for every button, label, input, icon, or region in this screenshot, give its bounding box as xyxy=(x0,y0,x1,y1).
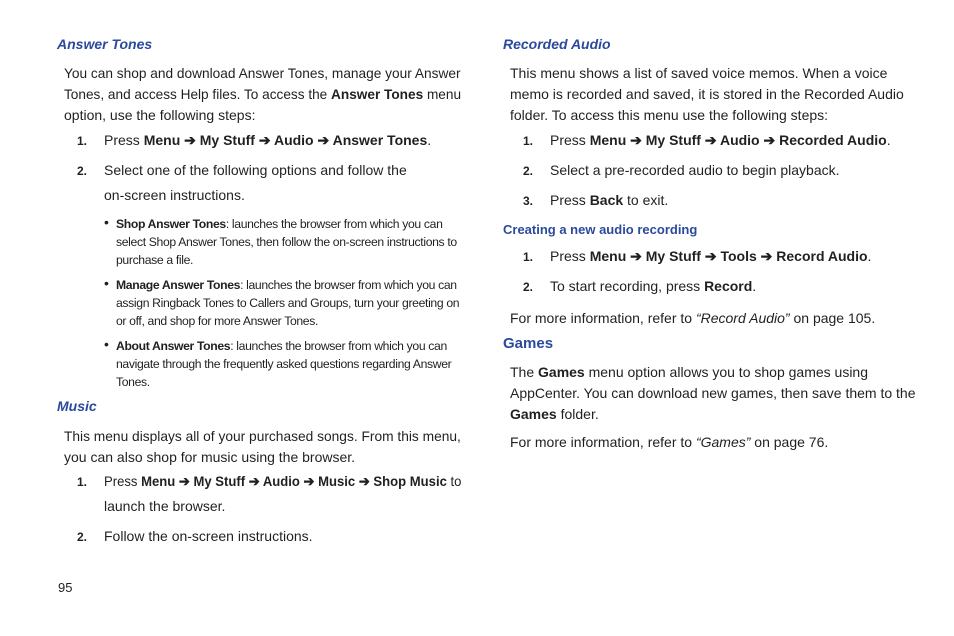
step-number: 2. xyxy=(77,164,88,178)
recorded-audio-heading: Recorded Audio xyxy=(503,36,611,52)
creating-step2: To start recording, press Record. xyxy=(550,278,757,294)
bullet-about-answer-tones-line3: Tones. xyxy=(116,375,150,389)
bullet-icon: • xyxy=(104,214,109,230)
step-number: 1. xyxy=(523,250,534,264)
creating-step1: Press Menu ➔ My Stuff ➔ Tools ➔ Record Audio. xyxy=(550,248,872,264)
games-intro-line1: The Games menu option allows you to shop games using xyxy=(510,364,868,380)
recorded-audio-step1: Press Menu ➔ My Stuff ➔ Audio ➔ Recorded Audio. xyxy=(550,132,891,148)
recorded-audio-intro-line2: memo is recorded and saved, it is stored in the Recorded Audio xyxy=(510,86,904,102)
recorded-audio-step2: Select a pre-recorded audio to begin playback. xyxy=(550,162,840,178)
music-step1-line1: Press Menu ➔ My Stuff ➔ Audio ➔ Music ➔ Shop Music to xyxy=(104,473,462,489)
music-heading: Music xyxy=(57,398,97,414)
step-number: 1. xyxy=(77,134,88,148)
bullet-shop-answer-tones-line2: select Shop Answer Tones, then follow the on-screen instructions to xyxy=(116,235,457,249)
recorded-audio-intro-line3: folder. To access this menu use the following steps: xyxy=(510,107,829,123)
answer-tones-intro-line3: option, use the following steps: xyxy=(64,107,256,123)
music-step1-line2: launch the browser. xyxy=(104,498,226,514)
music-intro-line2: you can also shop for music using the browser. xyxy=(64,449,356,465)
bullet-about-answer-tones-line1: About Answer Tones: launches the browser from which you can xyxy=(116,339,447,353)
music-intro-line1: This menu displays all of your purchased songs. From this menu, xyxy=(64,428,461,444)
answer-tones-step2-line2: on-screen instructions. xyxy=(104,187,245,203)
music-step2: Follow the on-screen instructions. xyxy=(104,528,313,544)
bullet-about-answer-tones-line2: navigate through the frequently asked questions regarding Answer xyxy=(116,357,452,371)
bullet-manage-answer-tones-line1: Manage Answer Tones: launches the browser from which you can xyxy=(116,278,457,292)
step-number: 1. xyxy=(77,475,88,489)
step-number: 2. xyxy=(523,280,534,294)
bullet-shop-answer-tones-line3: purchase a file. xyxy=(116,253,194,267)
bullet-shop-answer-tones-line1: Shop Answer Tones: launches the browser from which you can xyxy=(116,217,443,231)
games-intro-line2: AppCenter. You can download new games, then save them to the xyxy=(510,385,916,401)
answer-tones-step2-line1: Select one of the following options and follow the xyxy=(104,162,407,178)
bullet-icon: • xyxy=(104,275,109,291)
step-number: 1. xyxy=(523,134,534,148)
step-number: 2. xyxy=(523,164,534,178)
bullet-manage-answer-tones-line2: assign Ringback Tones to Callers and Groups, turn your greeting on xyxy=(116,296,460,310)
games-intro-line3: Games folder. xyxy=(510,406,599,422)
answer-tones-step1: Press Menu ➔ My Stuff ➔ Audio ➔ Answer Tones. xyxy=(104,132,432,148)
answer-tones-intro-line1: You can shop and download Answer Tones, manage your Answer xyxy=(64,65,461,81)
bullet-icon: • xyxy=(104,336,109,352)
step-number: 3. xyxy=(523,194,534,208)
games-reference: For more information, refer to “Games” on page 76. xyxy=(510,434,829,450)
creating-recording-heading: Creating a new audio recording xyxy=(503,222,698,237)
answer-tones-heading: Answer Tones xyxy=(57,36,153,52)
games-heading: Games xyxy=(503,335,554,352)
page-number: 95 xyxy=(58,580,73,595)
recorded-audio-step3: Press Back to exit. xyxy=(550,192,669,208)
recorded-audio-intro-line1: This menu shows a list of saved voice memos. When a voice xyxy=(510,65,888,81)
answer-tones-intro-line2: Tones, and access Help files. To access the Answer Tones menu xyxy=(64,86,462,102)
bullet-manage-answer-tones-line3: or off, and shop for more Answer Tones. xyxy=(116,314,319,328)
record-audio-reference: For more information, refer to “Record Audio” on page 105. xyxy=(510,310,876,326)
step-number: 2. xyxy=(77,530,88,544)
